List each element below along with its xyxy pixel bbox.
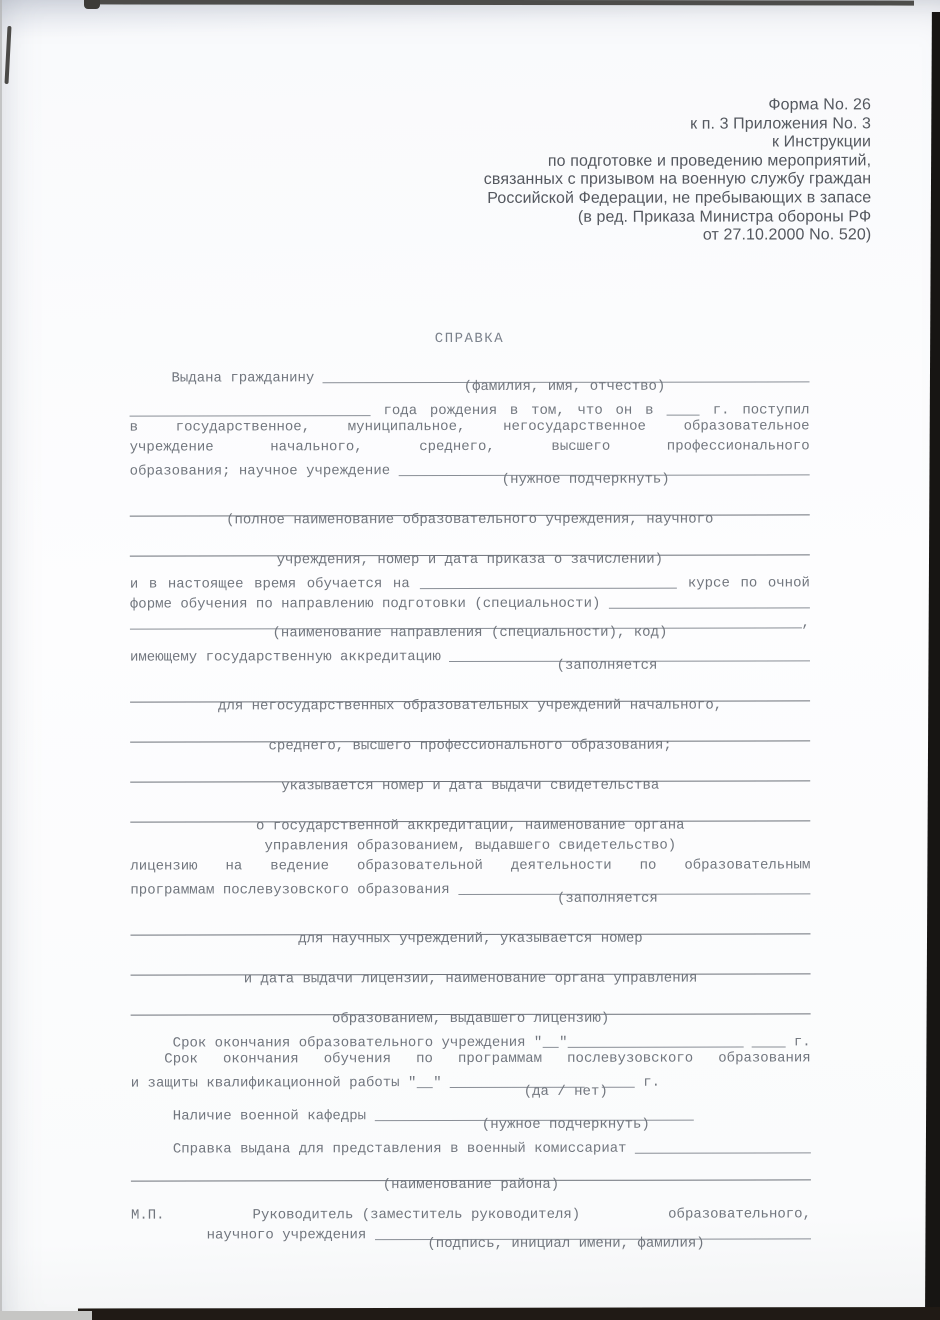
form-caption: (наименование района) [382, 1176, 560, 1194]
blank-field [752, 1046, 786, 1047]
form-text: форме обучения по направлению подготовки (специальности) [129, 595, 609, 613]
blank-field [666, 415, 700, 416]
header-line: связанных с призывом на военную службу граждан [483, 170, 872, 189]
form-caption: для негосударственных образовательных учреждений начального, [218, 697, 723, 715]
form-caption: для научных учреждений, указывается номер [298, 930, 643, 948]
header-line: от 27.10.2000 No. 520) [702, 226, 872, 244]
form-text: Справка выдана для представления в военный комиссариат [172, 1140, 635, 1158]
header-line: к Инструкции [772, 133, 872, 151]
header-line: (в ред. Приказа Министра обороны РФ [577, 207, 872, 226]
form-text: " [559, 1034, 568, 1051]
blank-line [130, 415, 371, 416]
form-caption: (подпись, инициал имени, фамилия) [427, 1235, 705, 1253]
form-text: Выдана гражданину [171, 370, 323, 387]
form-line [130, 571, 810, 592]
form-text: и защиты квалификационной работы " [130, 1075, 417, 1092]
form-caption: (нужное подчеркнуть) [501, 471, 670, 488]
form-line: лицензию на ведение образовательной деятельности по образовательным [130, 857, 811, 875]
form-caption: среднего, высшего профессионального образования; [268, 737, 672, 755]
form-caption: (да / нет) [523, 1083, 608, 1100]
scanner-edge-bottom [78, 1307, 940, 1320]
blank-line [609, 607, 810, 608]
form-header [484, 96, 872, 245]
form-text: имеющему государственную аккредитацию [129, 649, 450, 666]
scanner-edge-bottom-left [0, 1311, 92, 1320]
form-caption: (фамилия, имя, отчество) [463, 378, 666, 396]
form-caption: (полное наименование образовательного учреждения, научного [226, 511, 714, 529]
form-text: г. поступил [699, 402, 810, 419]
form-text: Срок окончания образовательного учреждения " [172, 1034, 543, 1052]
form-text: программам послевузовского образования [130, 882, 459, 899]
form-text: курсе по очной [677, 575, 810, 592]
form-line [131, 1136, 811, 1157]
header-line: к п. 3 Приложения No. 3 [690, 114, 872, 133]
form-text: года рождения в том, что он в [370, 402, 667, 420]
form-caption: учреждения, номер и дата приказа о зачислении) [276, 551, 664, 569]
blank-line [635, 1152, 811, 1153]
form-body [129, 365, 811, 1256]
form-text: и в настоящее время обучается на [129, 576, 421, 593]
form-line: Срок окончания обучения по программам послевузовского образования [164, 1050, 811, 1068]
form-caption: (нужное подчеркнуть) [481, 1116, 650, 1133]
form-line [131, 1030, 811, 1051]
blank-line [420, 588, 677, 589]
form-line [130, 591, 810, 612]
form-text: Руководитель (заместитель руководителя) [252, 1206, 581, 1224]
form-text: Наличие военной кафедры [172, 1108, 375, 1125]
form-text: М.П. [130, 1207, 165, 1224]
form-title: СПРАВКА [434, 330, 505, 348]
blank-field [542, 1047, 559, 1048]
form-document [129, 330, 811, 1256]
form-text: , [801, 615, 810, 632]
form-text: образовательного, [668, 1206, 811, 1223]
form-line: в государственное, муниципальное, негосударственное образовательное [129, 418, 810, 436]
form-caption: (наименование направления (специальности), код) [272, 624, 668, 642]
form-text: г. [785, 1034, 811, 1051]
form-line [130, 398, 810, 419]
blank-line [568, 1047, 744, 1048]
form-caption: образованием, выдавшего лицензию) [331, 1010, 610, 1028]
form-caption: о государственной аккредитации, наименование органа [256, 817, 685, 835]
form-caption: указывается номер и дата выдачи свидетельства [281, 777, 660, 795]
scanner-edge-top-left [84, 0, 100, 9]
form-caption: и дата выдачи лицензии, наименование органа управления [243, 970, 698, 988]
scanner-edge-left-line [0, 0, 2, 1320]
header-line: Форма No. 26 [768, 96, 872, 114]
form-text: " [433, 1075, 451, 1092]
blank-field [416, 1087, 433, 1088]
form-caption: управления образованием, выдавшего свидетельство) [264, 837, 677, 855]
form-text: г. [634, 1074, 661, 1091]
form-text: образования; научное учреждение [129, 463, 399, 480]
form-caption: (заполняется [556, 657, 658, 674]
header-line: Российской Федерации, не пребывающих в запасе [487, 189, 872, 207]
form-line: учреждение начального, среднего, высшего профессионального [129, 438, 810, 456]
form-caption: (заполняется [556, 890, 658, 907]
form-line [131, 1202, 811, 1223]
header-line: по подготовке и проведению мероприятий, [547, 152, 872, 170]
form-text [743, 1035, 751, 1051]
form-text: научного учреждения [206, 1227, 375, 1244]
